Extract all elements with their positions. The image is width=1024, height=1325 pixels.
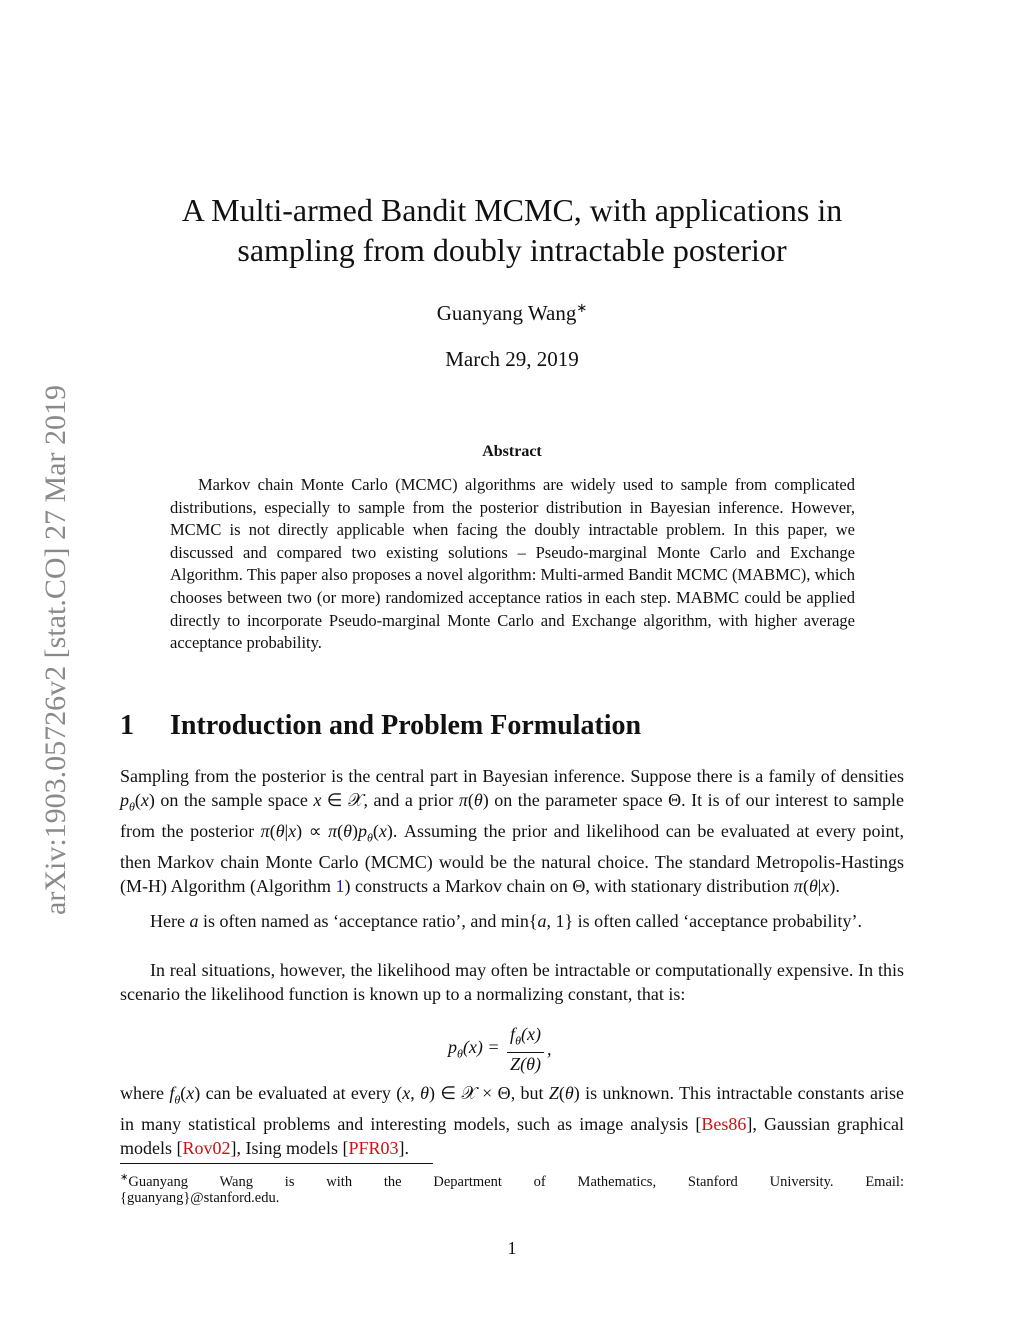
citation-bes86-link[interactable]: Bes86: [701, 1113, 747, 1134]
page-number: 1: [507, 1238, 517, 1258]
paper-title: [0, 190, 1024, 270]
intro-paragraph-3: In real situations, however, the likelihood may often be intractable or computationally expensive. In this scenario the likelihood function is known up to a normalizing constant, that is:: [120, 960, 904, 1005]
footnote-email: {guanyang}@stanford.edu.: [120, 1190, 280, 1206]
intro-paragraph-4: where $f_\theta(x)$ can be evaluated at every (x, θ) ∈ 𝒳 × Θ, but Z(θ) is unknown. This intractable constants arise in many statistical problems and interesting models, such as image analysis [Bes86], Gaussian graphical models [Rov02], Ising models [PFR03].: [120, 1083, 904, 1158]
abstract-heading: Abstract: [482, 443, 542, 460]
algorithm-reference-link[interactable]: 1: [335, 876, 345, 896]
author-footnote-mark[interactable]: ∗: [576, 300, 588, 315]
footnote-line-1: Guanyang Wang is with the Department of Mathematics, Stanford University. Email:: [128, 1173, 904, 1190]
citation-pfr03-link[interactable]: PFR03: [348, 1138, 399, 1158]
footnote-mark: ∗: [120, 1172, 129, 1183]
author-name: [0, 300, 1024, 326]
section-title: Introduction and Problem Formulation: [170, 710, 642, 741]
section-heading: [120, 710, 641, 742]
arxiv-identifier-stamp: arXiv:1903.05726v2 [stat.CO] 27 Mar 2019: [39, 385, 72, 915]
title-line-2: sampling from doubly intractable posterior: [237, 232, 787, 268]
author-text: Guanyang Wang: [436, 301, 577, 325]
footnote-divider: [120, 1163, 433, 1164]
abstract-text: Markov chain Monte Carlo (MCMC) algorithms are widely used to sample from complicated distributions, especially to sample from the posterior distribution in Bayesian inference. However, MCMC is not directly applicable when facing the doubly intractable problem. In this paper, we discussed and compared two existing solutions – Pseudo-marginal Monte Carlo and Exchange Algorithm. This paper also proposes a novel algorithm: Multi-armed Bandit MCMC (MABMC), which chooses between two (or more) randomized acceptance ratios in each step. MABMC could be applied directly to incorporate Pseudo-marginal Monte Carlo and Exchange algorithm, with higher average acceptance probability.: [170, 475, 855, 653]
normalizing-constant-equation: $p_\theta(x)$ = $\frac{f_\theta(x)}{Z(\theta)}$ ,: [448, 1024, 552, 1074]
intro-paragraph-2: Here a is often named as ‘acceptance ratio’, and min{a, 1} is often called ‘acceptance probability’.: [150, 911, 862, 931]
section-number: 1: [120, 710, 134, 741]
title-line-1: A Multi-armed Bandit MCMC, with applications in: [181, 192, 843, 228]
citation-rov02-link[interactable]: Rov02: [182, 1138, 231, 1158]
paper-date: March 29, 2019: [445, 347, 579, 371]
intro-paragraph-1: Sampling from the posterior is the central part in Bayesian inference. Suppose there is a family of densities $p_\theta(x)$ on the sample space x ∈ 𝒳, and a prior π(θ) on the parameter space Θ. It is of our interest to sample from the posterior $\pi(\theta|x) \propto \pi(\theta)p_\theta(x)$. Assuming the prior and likelihood can be evaluated at every point, then Markov chain Monte Carlo (MCMC) would be the natural choice. The standard Metropolis-Hastings (M-H) Algorithm (Algorithm 1) constructs a Markov chain on Θ, with stationary distribution π(θ|x).: [120, 766, 905, 896]
